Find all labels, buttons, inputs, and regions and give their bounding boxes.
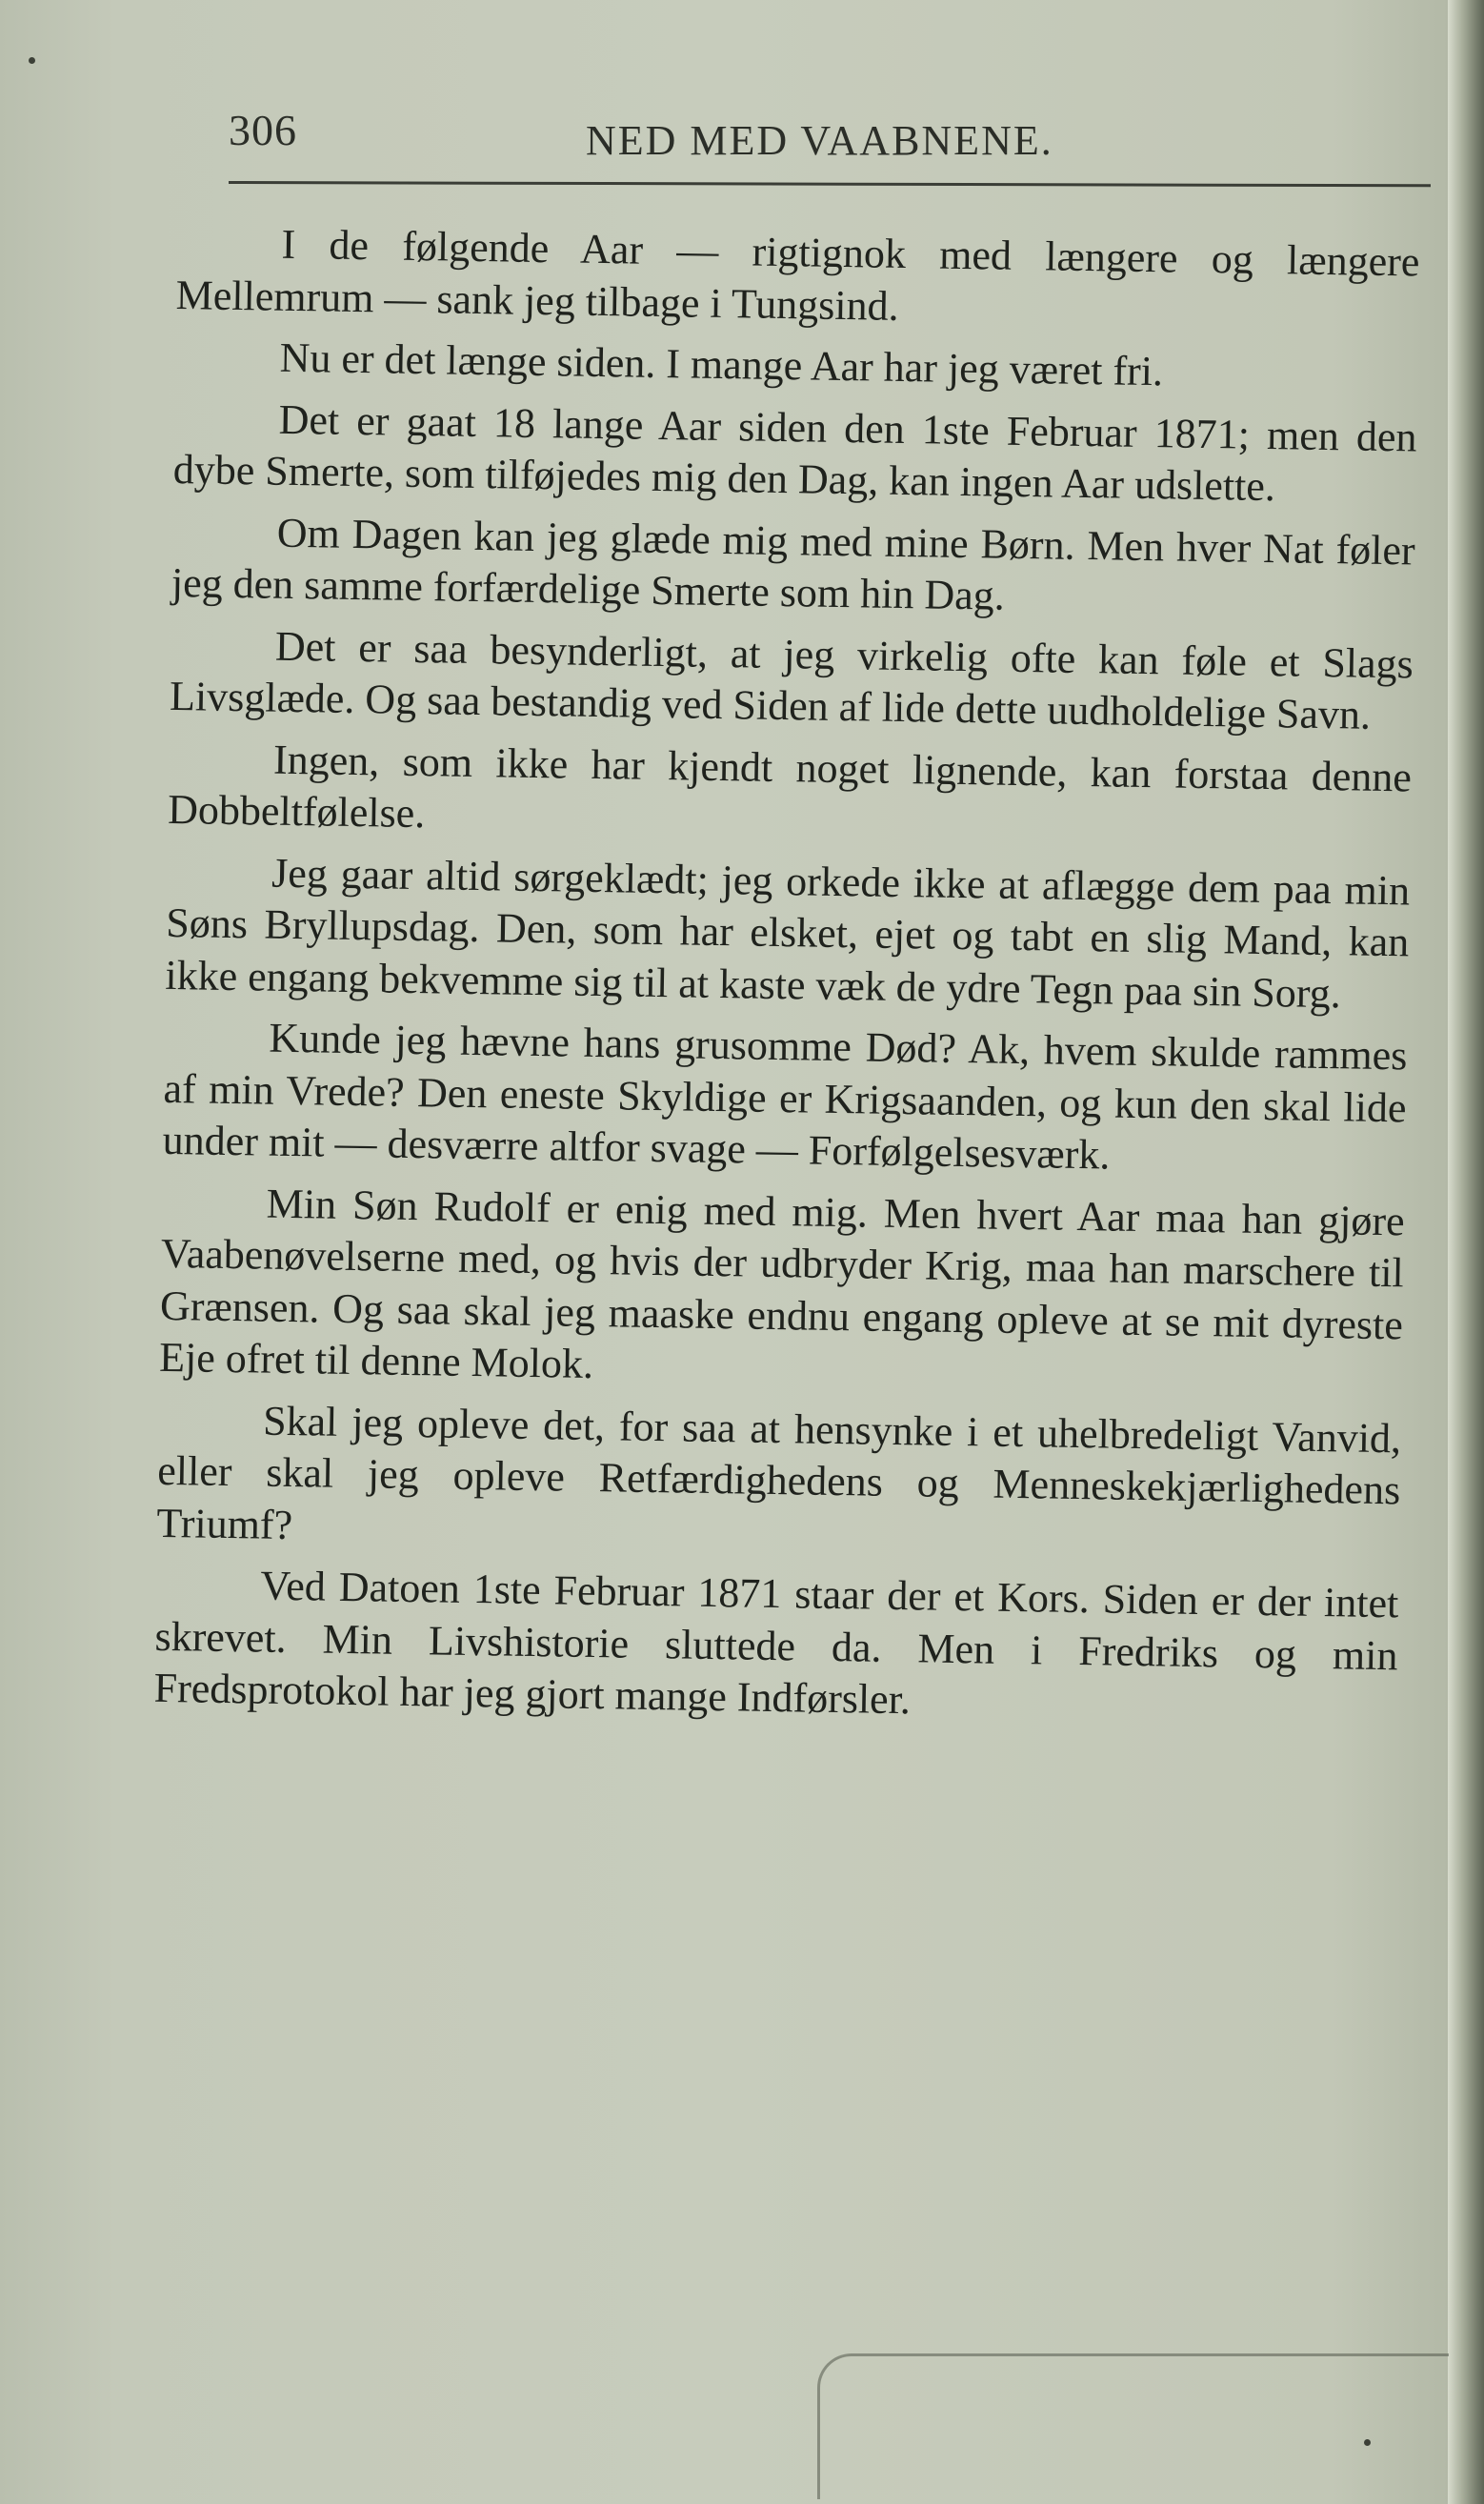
paragraph: Kunde jeg hævne hans grusomme Død? Ak, hvem skulde rammes af min Vrede? Den eneste Skyldige er Krigsaanden, og kun den skal lide under mit — desværre altfor svage — Forfølgelsesværk. <box>162 1014 1408 1179</box>
paragraph: I de følgende Aar — rigtignok med længere og længere Mellemrum — sank jeg tilbage i Tungsind. <box>175 220 1420 330</box>
page-number: 306 <box>229 106 297 154</box>
book-spine-shadow <box>1448 0 1484 2504</box>
paragraph: Min Søn Rudolf er enig med mig. Men hvert Aar maa han gjøre Vaabenøvelserne med, og hvis der udbryder Krig, maa han marschere til Grænsen. Og saa skal jeg maaske endnu engang opleve at se mit dyreste Eje ofret til denne Molok. <box>158 1180 1405 1388</box>
running-title: NED MED VAABNENE. <box>586 117 1053 164</box>
page-speck <box>1364 2439 1371 2446</box>
page-stain-mark <box>817 2353 1449 2499</box>
paragraph: Om Dagen kan jeg glæde mig med mine Børn. Men hver Nat føler jeg den samme forfærdelige Smerte som hin Dag. <box>170 509 1416 619</box>
body-text <box>153 217 1420 1734</box>
paragraph: Ved Datoen 1ste Februar 1871 staar der et Kors. Siden er der intet skrevet. Min Livshistorie sluttede da. Men i Fredriks og min Fredsprotokol har jeg gjort mange Indførsler. <box>153 1562 1399 1724</box>
paragraph: Jeg gaar altid sørgeklædt; jeg orkede ikke at aflægge dem paa min Søns Bryllupsdag. Den, som har elsket, ejet og tabt en slig Mand, kan ikke engang bekvemme sig til at kaste væk de ydre Tegn paa sin Sorg. <box>165 849 1411 1017</box>
paragraph: Det er saa besynderligt, at jeg virkelig ofte kan føle et Slags Livsglæde. Og saa bestandig ved Siden af lide dette uudholdelige Savn. <box>169 622 1414 738</box>
paragraph: Ingen, som ikke har kjendt noget lignende, kan forstaa denne Dobbeltfølelse. <box>167 736 1413 838</box>
paragraph: Det er gaat 18 lange Aar siden den 1ste Februar 1871; men den dybe Smerte, som tilføjedes mig den Dag, kan ingen Aar udslette. <box>172 395 1417 511</box>
paragraph: Nu er det længe siden. I mange Aar har jeg været fri. <box>279 333 1164 395</box>
running-header <box>229 105 1429 172</box>
page-speck <box>29 57 35 64</box>
paragraph: Skal jeg opleve det, for saa at hensynke i et uhelbredeligt Vanvid, eller skal jeg opleve Retfærdighedens og Menneskekjærlighedens Triumf? <box>156 1397 1402 1548</box>
